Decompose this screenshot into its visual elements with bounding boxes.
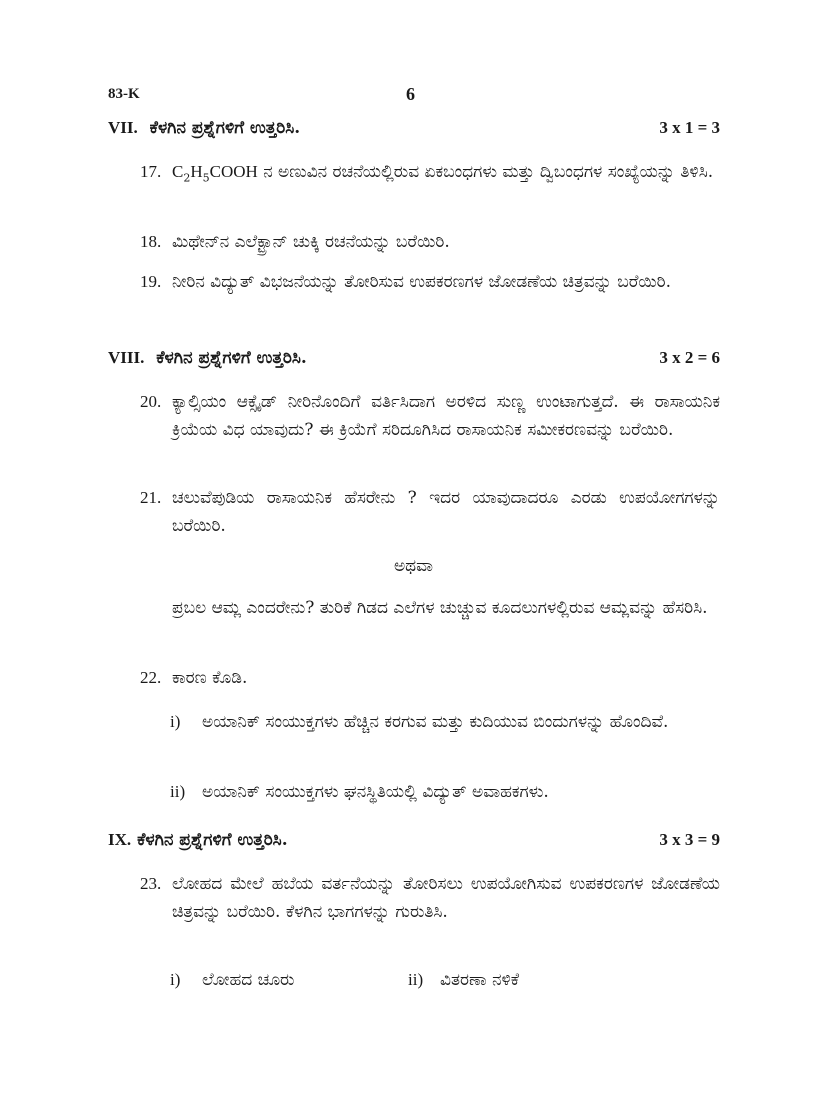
question-text: ಮಿಥೇನ್‌ನ ಎಲೆಕ್ಟ್ರಾನ್ ಚುಕ್ಕಿ ರಚನೆಯನ್ನು ಬರೆಯಿರಿ. xyxy=(172,232,450,252)
question-22-part-i xyxy=(170,708,720,736)
question-21 xyxy=(140,484,720,540)
question-number: 23. xyxy=(140,874,162,893)
sub-text: ವಿತರಣಾ ನಳಿಕೆ xyxy=(440,970,520,990)
question-number: 20. xyxy=(140,392,162,411)
section-heading-ix xyxy=(108,830,720,850)
question-22 xyxy=(140,664,720,692)
question-23 xyxy=(140,870,720,926)
sub-number: ii) xyxy=(170,782,186,801)
question-18 xyxy=(140,228,720,256)
sub-number: ii) xyxy=(408,970,424,989)
formula-h: H xyxy=(190,162,203,181)
sub-number: i) xyxy=(170,970,181,989)
question-21-alternative: ಪ್ರಬಲ ಆಮ್ಲ ಎಂದರೇನು? ತುರಿಕೆ ಗಿಡದ ಎಲೆಗಳ ಚುಚ್ಚುವ ಕೂದಲುಗಳಲ್ಲಿರುವ ಆಮ್ಲವನ್ನು ಹೆಸರಿಸಿ. xyxy=(172,598,708,618)
question-19 xyxy=(140,268,720,296)
section-title: ಕೆಳಗಿನ ಪ್ರಶ್ನೆಗಳಿಗೆ ಉತ್ತರಿಸಿ. xyxy=(149,118,301,138)
section-heading-vii xyxy=(108,118,720,138)
section-marks: 3 x 3 = 9 xyxy=(659,830,720,849)
question-text: ಲೋಹದ ಮೇಲೆ ಹಬೆಯ ವರ್ತನೆಯನ್ನು ತೋರಿಸಲು ಉಪಯೋಗಿಸುವ ಉಪಕರಣಗಳ ಜೋಡಣೆಯ ಚಿತ್ರವನ್ನು ಬರೆಯಿರಿ. ಕೆಳಗಿನ ಭಾಗಗಳನ್ನು ಗುರುತಿಸಿ. xyxy=(172,874,720,922)
question-text: ಕಾರಣ ಕೊಡಿ. xyxy=(172,668,248,688)
section-marks: 3 x 1 = 3 xyxy=(659,118,720,137)
formula-sub-5: 5 xyxy=(202,171,210,185)
question-text: ಚಲುವೆಪುಡಿಯ ರಾಸಾಯನಿಕ ಹೆಸರೇನು ? ಇದರ ಯಾವುದಾದರೂ ಎರಡು ಉಪಯೋಗಗಳನ್ನು ಬರೆಯಿರಿ. xyxy=(172,488,720,536)
formula-cooh: COOH xyxy=(209,162,258,181)
section-heading-viii xyxy=(108,348,720,368)
page-number: 6 xyxy=(406,84,415,104)
sub-text: ಅಯಾನಿಕ್ ಸಂಯುಕ್ತಗಳು ಹೆಚ್ಚಿನ ಕರಗುವ ಮತ್ತು ಕುದಿಯುವ ಬಿಂದುಗಳನ್ನು ಹೊಂದಿವೆ. xyxy=(202,712,669,732)
or-separator: ಅಥವಾ xyxy=(393,556,434,576)
question-23-part-ii xyxy=(408,966,519,994)
section-title: ಕೆಳಗಿನ ಪ್ರಶ್ನೆಗಳಿಗೆ ಉತ್ತರಿಸಿ. xyxy=(137,830,288,850)
question-number: 21. xyxy=(140,488,162,507)
section-roman: VIII. xyxy=(108,348,145,367)
question-text: ಕ್ಯಾಲ್ಸಿಯಂ ಆಕ್ಸೈಡ್ ನೀರಿನೊಂದಿಗೆ ವರ್ತಿಸಿದಾಗ ಅರಳಿದ ಸುಣ್ಣ ಉಂಟಾಗುತ್ತದೆ. ಈ ರಾಸಾಯನಿಕ ಕ್ರಿಯೆಯ ವಿಧ ಯಾವುದು? ಈ ಕ್ರಿಯೆಗೆ ಸರಿದೂಗಿಸಿದ ರಾಸಾಯನಿಕ ಸಮೀಕರಣವನ್ನು ಬರೆಯಿರಿ. xyxy=(172,392,720,440)
question-number: 22. xyxy=(140,668,162,687)
question-text: ನೀರಿನ ವಿದ್ಯುತ್ ವಿಭಜನೆಯನ್ನು ತೋರಿಸುವ ಉಪಕರಣಗಳ ಜೋಡಣೆಯ ಚಿತ್ರವನ್ನು ಬರೆಯಿರಿ. xyxy=(172,272,672,292)
sub-number: i) xyxy=(170,712,181,731)
paper-code: 83-K xyxy=(108,86,140,102)
sub-text: ಲೋಹದ ಚೂರು xyxy=(202,970,295,990)
question-number: 18. xyxy=(140,232,162,251)
section-title: ಕೆಳಗಿನ ಪ್ರಶ್ನೆಗಳಿಗೆ ಉತ್ತರಿಸಿ. xyxy=(156,348,307,368)
question-number: 19. xyxy=(140,272,162,291)
question-text xyxy=(172,158,720,192)
section-marks: 3 x 2 = 6 xyxy=(659,348,720,367)
question-number: 17. xyxy=(140,162,162,181)
formula-c: C xyxy=(172,162,184,181)
question-17 xyxy=(140,158,720,192)
section-roman: IX. xyxy=(108,830,132,849)
question-20 xyxy=(140,388,720,444)
formula-sub-2: 2 xyxy=(183,171,191,185)
sub-text: ಅಯಾನಿಕ್ ಸಂಯುಕ್ತಗಳು ಘನಸ್ಥಿತಿಯಲ್ಲಿ ವಿದ್ಯುತ್ ಅವಾಹಕಗಳು. xyxy=(202,782,549,802)
section-roman: VII. xyxy=(108,118,138,137)
question-23-part-i xyxy=(170,966,294,994)
question-22-part-ii xyxy=(170,778,720,806)
question-17-body: ನ ಅಣುವಿನ ರಚನೆಯಲ್ಲಿರುವ ಏಕಬಂಧಗಳು ಮತ್ತು ದ್ವಿಬಂಧಗಳ ಸಂಖ್ಯೆಯನ್ನು ತಿಳಿಸಿ. xyxy=(257,162,714,182)
